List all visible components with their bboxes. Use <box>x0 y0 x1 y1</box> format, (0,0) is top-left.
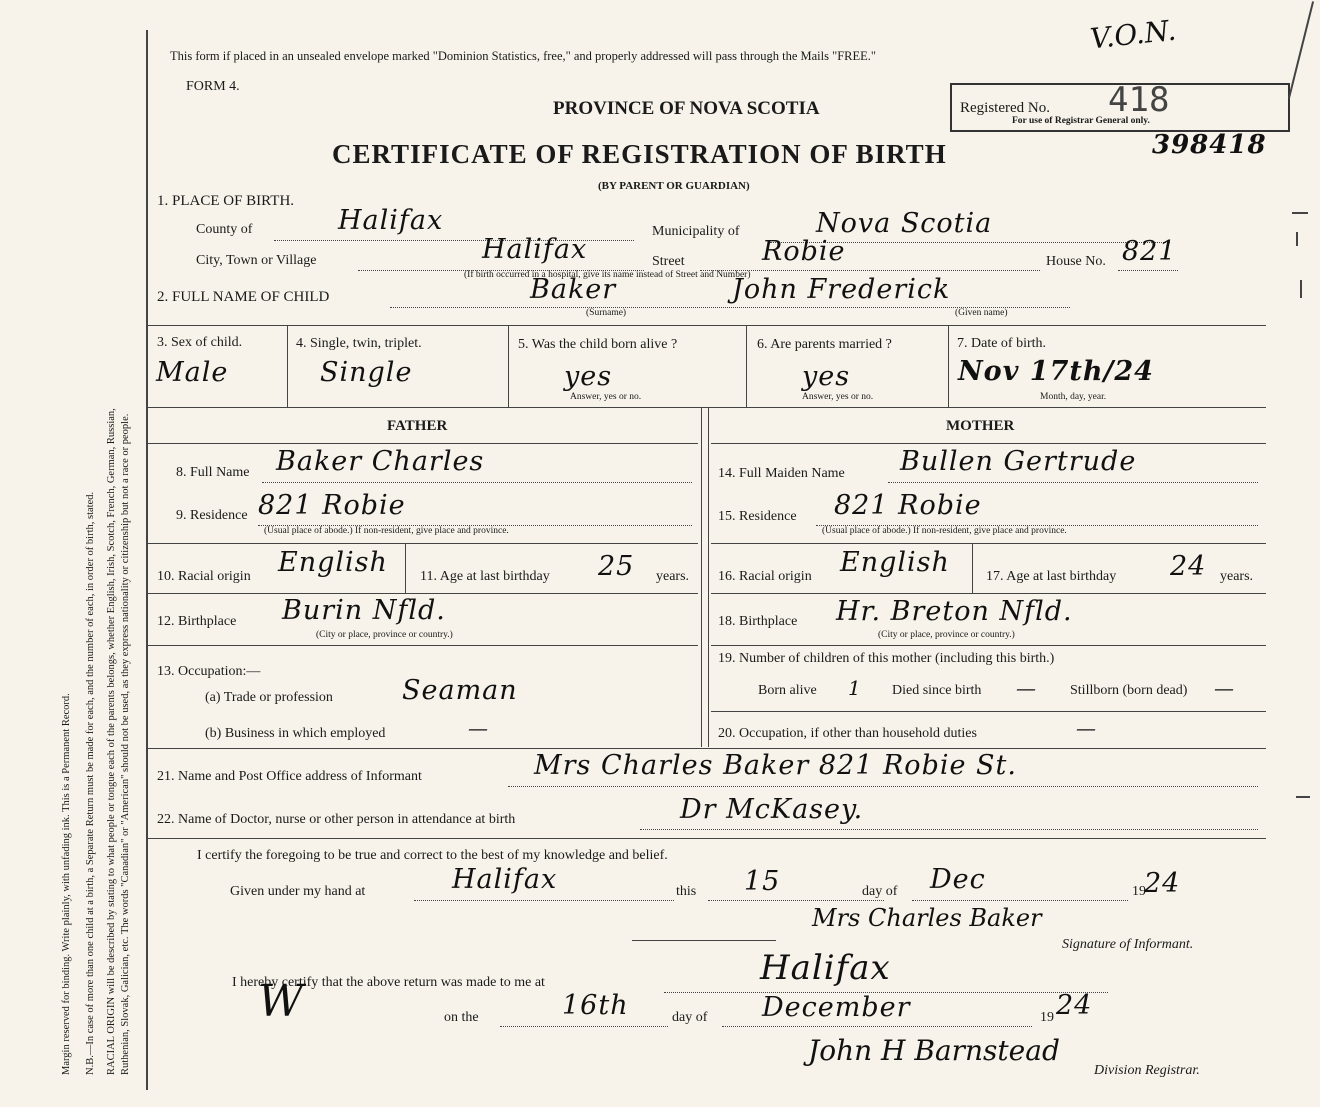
born-alive-label: Born alive <box>758 683 817 698</box>
street-value: Robie <box>762 236 846 267</box>
father-years: years. <box>656 569 690 584</box>
given-month: Dec <box>930 864 986 895</box>
father-trade: Seaman <box>402 675 518 706</box>
informant-label: 21. Name and Post Office address of Informant <box>157 769 422 784</box>
father-occupation-label: 13. Occupation:— <box>157 664 261 679</box>
married-caption: Answer, yes or no. <box>802 392 874 402</box>
father-business-label: (b) Business in which employed <box>205 726 386 741</box>
married-value: yes <box>802 361 851 392</box>
father-heading: FATHER <box>387 418 448 434</box>
multiple-births-note: N.B.—In case of more than one child at a birth, a Separate Return must be made for each, and the number of each, in order of birth, stated. <box>85 491 96 1075</box>
county-value: Halifax <box>338 205 444 236</box>
sex-value: Male <box>156 357 229 388</box>
certificate-title: CERTIFICATE OF REGISTRATION OF BIRTH <box>332 139 947 169</box>
hospital-note: (If birth occurred in a hospital, give its name instead of Street and Number) <box>464 270 751 280</box>
given-at-place: Halifax <box>452 864 558 895</box>
mother-name-label: 14. Full Maiden Name <box>718 466 845 481</box>
informant-signature: Mrs Charles Baker <box>812 904 1042 932</box>
registrar-signature: John H Barnstead <box>808 1034 1060 1067</box>
alive-label: 5. Was the child born alive ? <box>518 337 678 352</box>
mother-heading: MOTHER <box>946 418 1015 434</box>
mother-children-label: 19. Number of children of this mother (including this birth.) <box>718 651 1055 666</box>
mother-residence: 821 Robie <box>834 490 982 521</box>
father-name-label: 8. Full Name <box>176 465 250 480</box>
this-label: this <box>676 884 697 899</box>
dob-value: Nov 17th/24 <box>958 356 1154 387</box>
mother-name: Bullen Gertrude <box>900 446 1137 477</box>
day-of-label: day of <box>862 884 898 899</box>
mother-occupation: — <box>1076 716 1096 740</box>
street-label: Street <box>652 254 685 269</box>
mother-residence-label: 15. Residence <box>718 509 797 524</box>
alive-caption: Answer, yes or no. <box>570 392 642 402</box>
born-alive-value: 1 <box>848 676 861 700</box>
plurality-label: 4. Single, twin, triplet. <box>296 336 422 351</box>
municipality-value: Nova Scotia <box>816 208 993 239</box>
father-birthplace-caption: (City or place, province or country.) <box>316 630 453 640</box>
mother-age-label: 17. Age at last birthday <box>986 569 1117 584</box>
stillborn-label: Stillborn (born dead) <box>1070 683 1188 698</box>
child-name-label: 2. FULL NAME OF CHILD <box>157 289 330 305</box>
child-surname: Baker <box>530 274 617 305</box>
reg-day-of-label: day of <box>672 1010 708 1025</box>
mother-birthplace-label: 18. Birthplace <box>718 614 798 629</box>
municipality-label: Municipality of <box>652 224 740 239</box>
registrar-statement: I hereby certify that the above return was made to me at <box>232 975 545 990</box>
year-prefix: 19 <box>1132 884 1146 899</box>
father-race-label: 10. Racial origin <box>157 569 251 584</box>
city-value: Halifax <box>482 234 588 265</box>
father-birthplace-label: 12. Birthplace <box>157 614 237 629</box>
surname-caption: (Surname) <box>586 308 627 318</box>
certify-statement: I certify the foregoing to be true and correct to the best of my knowledge and belief. <box>197 848 668 863</box>
mother-occupation-label: 20. Occupation, if other than household duties <box>718 726 977 741</box>
doctor-value: Dr McKasey. <box>680 794 864 825</box>
mother-age: 24 <box>1170 551 1207 582</box>
informant-signature-caption: Signature of Informant. <box>1062 937 1194 952</box>
sex-label: 3. Sex of child. <box>157 335 243 350</box>
mother-years: years. <box>1220 569 1254 584</box>
province-title: PROVINCE OF NOVA SCOTIA <box>553 98 820 119</box>
mother-birthplace: Hr. Breton Nfld. <box>836 596 1073 627</box>
registrar-initials: W <box>258 976 305 1027</box>
binding-note: Margin reserved for binding. Write plainly, with unfading ink. This is a Permanent Record. <box>61 693 72 1075</box>
on-the-label: on the <box>444 1010 479 1025</box>
father-race: English <box>278 547 388 578</box>
mother-abode-caption: (Usual place of abode.) If non-resident, give place and province. <box>822 526 1067 536</box>
registered-label: Registered No. <box>960 100 1050 116</box>
father-residence: 821 Robie <box>258 490 406 521</box>
given-year: 24 <box>1144 868 1181 899</box>
registrar-year: 24 <box>1056 990 1093 1021</box>
county-label: County of <box>196 222 253 237</box>
house-value: 821 <box>1122 236 1177 267</box>
given-day: 15 <box>744 866 781 897</box>
stamp-number: 398418 <box>1152 130 1267 160</box>
father-abode-caption: (Usual place of abode.) If non-resident, give place and province. <box>264 526 509 536</box>
corner-mark: V.O.N. <box>1088 13 1178 56</box>
registrar-place: Halifax <box>760 948 891 988</box>
registrar-caption: Division Registrar. <box>1094 1063 1200 1078</box>
given-at-label: Given under my hand at <box>230 884 366 899</box>
registrar-note: For use of Registrar General only. <box>1012 116 1150 126</box>
died-value: — <box>1016 676 1036 700</box>
given-caption: (Given name) <box>955 308 1008 318</box>
form-number: FORM 4. <box>186 79 240 94</box>
stillborn-value: — <box>1214 676 1234 700</box>
mother-race-label: 16. Racial origin <box>718 569 812 584</box>
doctor-label: 22. Name of Doctor, nurse or other person in attendance at birth <box>157 812 516 827</box>
father-residence-label: 9. Residence <box>176 508 248 523</box>
father-name: Baker Charles <box>276 446 485 477</box>
father-age: 25 <box>598 551 635 582</box>
plurality-value: Single <box>320 357 413 388</box>
father-birthplace: Burin Nfld. <box>282 595 446 626</box>
married-label: 6. Are parents married ? <box>757 337 892 352</box>
registrar-day: 16th <box>562 990 629 1021</box>
mother-race: English <box>840 547 950 578</box>
racial-origin-note-cont: Ruthenian, Slovak, Galician, etc. The words "Canadian" or "American" should not be used, as they express nationality or citizenship but not a race or people. <box>120 413 131 1075</box>
father-trade-label: (a) Trade or profession <box>205 690 333 705</box>
city-label: City, Town or Village <box>196 253 317 268</box>
informant-value: Mrs Charles Baker 821 Robie St. <box>534 750 1017 781</box>
dob-label: 7. Date of birth. <box>957 336 1047 351</box>
father-age-label: 11. Age at last birthday <box>420 569 550 584</box>
certificate-subtitle: (BY PARENT OR GUARDIAN) <box>598 180 750 192</box>
place-heading: 1. PLACE OF BIRTH. <box>157 193 295 209</box>
dob-caption: Month, day, year. <box>1040 392 1107 402</box>
registrar-month: December <box>762 992 911 1023</box>
died-label: Died since birth <box>892 683 982 698</box>
mail-notice: This form if placed in an unsealed envelope marked "Dominion Statistics, free," and properly addressed will pass through the Mails "FREE." <box>170 49 877 63</box>
racial-origin-note: RACIAL ORIGIN will be described by stating to what people or tongue each of the parents belongs, whether English, Irish, Scotch, French, German, Russian, <box>106 408 117 1075</box>
registered-number: 418 <box>1108 80 1170 120</box>
alive-value: yes <box>564 361 613 392</box>
house-label: House No. <box>1046 254 1106 269</box>
child-given: John Frederick <box>732 274 951 305</box>
father-business: — <box>468 716 488 740</box>
mother-birthplace-caption: (City or place, province or country.) <box>878 630 1015 640</box>
reg-year-prefix: 19 <box>1040 1010 1054 1025</box>
